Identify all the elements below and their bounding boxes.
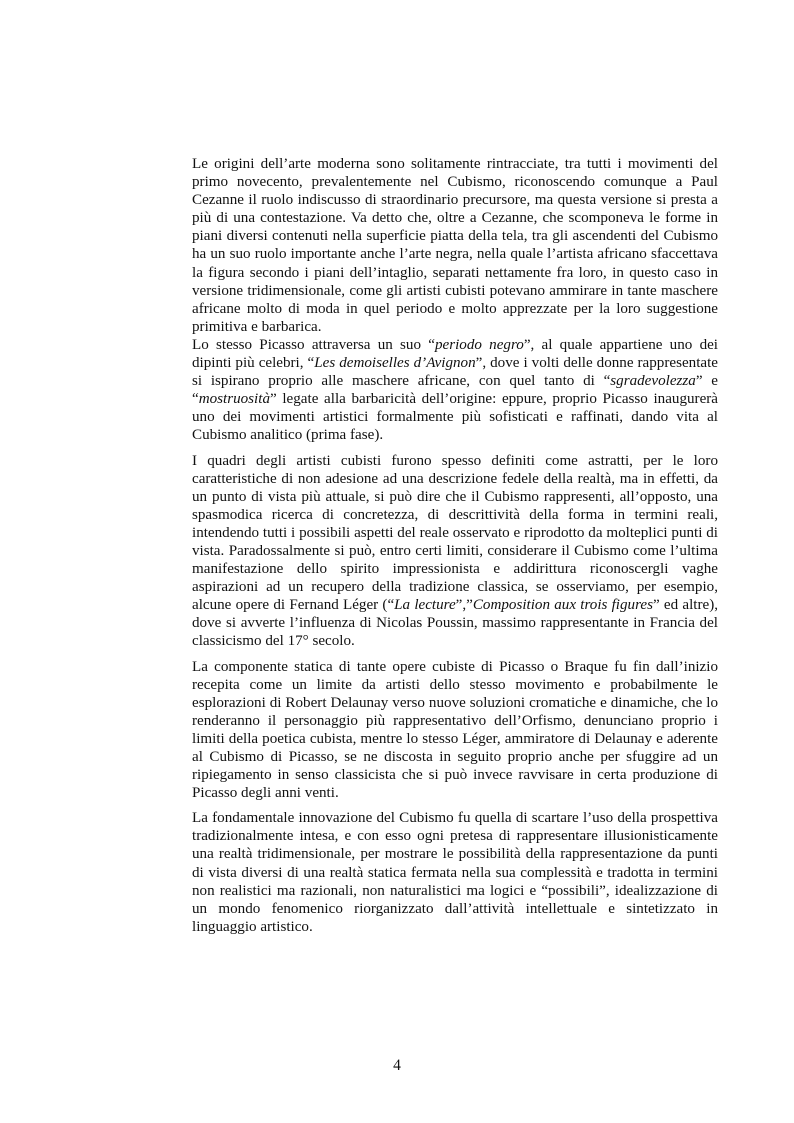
italic-title: mostruosità: [198, 391, 270, 408]
page-number: 4: [393, 1057, 401, 1074]
paragraph: [192, 809, 718, 936]
text-run: ”,”: [455, 597, 473, 614]
text-run: Lo stesso Picasso attraversa un suo “: [192, 336, 435, 353]
text-run: ” e “: [192, 373, 718, 408]
body-text: [192, 155, 718, 936]
text-run: I quadri degli artisti cubisti furono spesso definiti come astratti, per le loro caratteristiche di non adesione ad una descrizione fedele della realtà, ma in effetti, da un punto di vista più attuale, si può dire che il Cubismo rappresenti, all’opposto, una spasmodica ricerca di concretezza, di descrittività della forma in termini reali, intendendo tutti i possibili aspetti del reale osservato e riprodotto da molteplici punti di vista. Paradossalmente si può, entro certi limiti, considerare il Cubismo come l’ultima manifestazione dello spirito impressionista e addirittura riconoscergli vaghe aspirazioni ad un recupero della tradizione classica, se osserviamo, per esempio, alcune opere di Fernand Léger (“: [192, 452, 718, 614]
text-run: ” legate alla barbaricità dell’origine: eppure, proprio Picasso inaugurerà uno dei movimenti artistici formalmente più sofisticati e raffinati, dando vita al Cubismo analitico (prima fase).: [192, 391, 718, 444]
italic-title: Les demoiselles d’Avignon: [314, 355, 476, 372]
text-run: La componente statica di tante opere cubiste di Picasso o Braque fu fin dall’inizio recepita come un limite da artisti dello stesso movimento e probabilmente le esplorazioni di Robert Delaunay verso nuove soluzioni cromatiche e dinamiche, che lo renderanno il personaggio più rappresentativo dell’Orfismo, denunciano proprio i limiti della poetica cubista, mentre lo stesso Léger, ammiratore di Delaunay e aderente al Cubismo di Picasso, se ne discosta in seguito proprio anche per sfuggire ad un ripiegamento in senso classicista che si può invece ravvisare in certa produzione di Picasso degli anni venti.: [192, 658, 718, 802]
italic-title: periodo negro: [434, 336, 524, 353]
italic-title: Composition aux trois figures: [472, 597, 653, 614]
italic-title: La lecture: [394, 597, 456, 614]
text-run: ”, al quale appartiene uno dei dipinti più celebri, “: [192, 336, 719, 372]
paragraph: [192, 658, 718, 803]
paragraph: [192, 155, 718, 336]
text-run: ” ed altre), dove si avverte l’influenza di Nicolas Poussin, massimo rappresentante in Francia del classicismo del 17° secolo.: [192, 597, 718, 650]
text-run: Le origini dell’arte moderna sono solitamente rintracciate, tra tutti i movimenti del primo novecento, prevalentemente nel Cubismo, riconoscendo comunque a Paul Cezanne il ruolo indiscusso di straordinario precursore, ma questa versione si presta a più di una contestazione. Va detto che, oltre a Cezanne, che scomponeva le forme in piani diversi contenuti nella superficie piatta della tela, tra gli ascendenti del Cubismo ha un suo ruolo importante anche l’arte negra, nella quale l’artista africano sfaccettava la figura secondo i piani dell’intaglio, separati nettamente fra loro, in questo caso in versione tridimensionale, come gli artisti cubisti potevano ammirare in tante maschere africane molto di moda in quel periodo e molto apprezzate per la loro suggestione primitiva e barbarica.: [192, 156, 718, 335]
italic-title: sgradevolezza: [610, 373, 696, 390]
paragraph: [192, 452, 718, 651]
text-run: La fondamentale innovazione del Cubismo fu quella di scartare l’uso della prospettiva tradizionalmente intesa, e con esso ogni pretesa di rappresentare illusionisticamente una realtà tridimensionale, per mostrare le possibilità della rappresentazione da punti di vista diversi di una realtà statica fermata nella sua complessità e tradotta in termini non realistici ma razionali, non naturalistici ma logici e “possibili”, idealizzazione di un mondo fenomenico riorganizzato dall’attività intellettuale e sintetizzato in linguaggio artistico.: [192, 810, 718, 935]
paragraph: [192, 336, 718, 445]
text-run: ”, dove i volti delle donne rappresentate si ispirano proprio alle maschere africane, con quel tanto di “: [192, 355, 718, 390]
